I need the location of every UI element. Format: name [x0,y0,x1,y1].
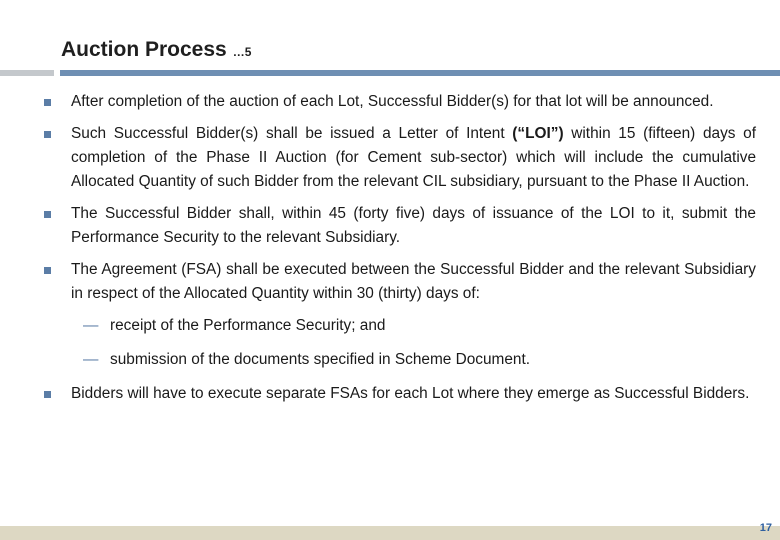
bullet-text: The Successful Bidder shall, within 45 (forty five) days of issuance of the LOI to it, submit the Performance Security to the relevant Subsidiary. [71,205,756,246]
square-bullet-icon [44,391,51,398]
square-bullet-icon [44,99,51,106]
title-underline-grey [0,70,54,76]
bullet-item [44,382,756,406]
dash-bullet-icon: — [83,351,99,368]
bullet-text: within 15 (fifteen) days of completion of the Phase II Auction (for Cement sub-sector) which will include the cumulative Allocated Quantity of such Bidder from the relevant CIL subsidiary, pursuant to the Phase II Auction. [71,125,756,190]
square-bullet-icon [44,267,51,274]
bullet-text: After completion of the auction of each Lot, Successful Bidder(s) for that lot will be announced. [71,93,714,110]
bullet-text: Such Successful Bidder(s) shall be issued a Letter of Intent [71,125,513,142]
bullet-text: Bidders will have to execute separate FSAs for each Lot where they emerge as Successful Bidders. [71,385,750,402]
page-number: 17 [759,522,772,534]
sub-item-text: receipt of the Performance Security; and [110,317,386,334]
title-underline-blue [60,70,780,76]
bullet-list [44,90,756,414]
bullet-text: The Agreement (FSA) shall be executed between the Successful Bidder and the relevant Subsidiary in respect of the Allocated Quantity within 30 (thirty) days of: [71,261,756,302]
slide-title-text: Auction Process [61,38,227,61]
bullet-item [44,202,756,250]
bullet-item [44,122,756,194]
square-bullet-icon [44,131,51,138]
square-bullet-icon [44,211,51,218]
dash-bullet-icon: — [83,317,99,334]
slide-title-suffix: …5 [232,45,252,59]
footer-bar [0,526,780,540]
bullet-text-bold: (“LOI”) [512,125,564,142]
sub-item [44,314,756,338]
bullet-item [44,258,756,306]
bullet-item [44,90,756,114]
slide-title [61,38,251,62]
sub-item [44,348,756,372]
sub-item-text: submission of the documents specified in Scheme Document. [110,351,531,368]
